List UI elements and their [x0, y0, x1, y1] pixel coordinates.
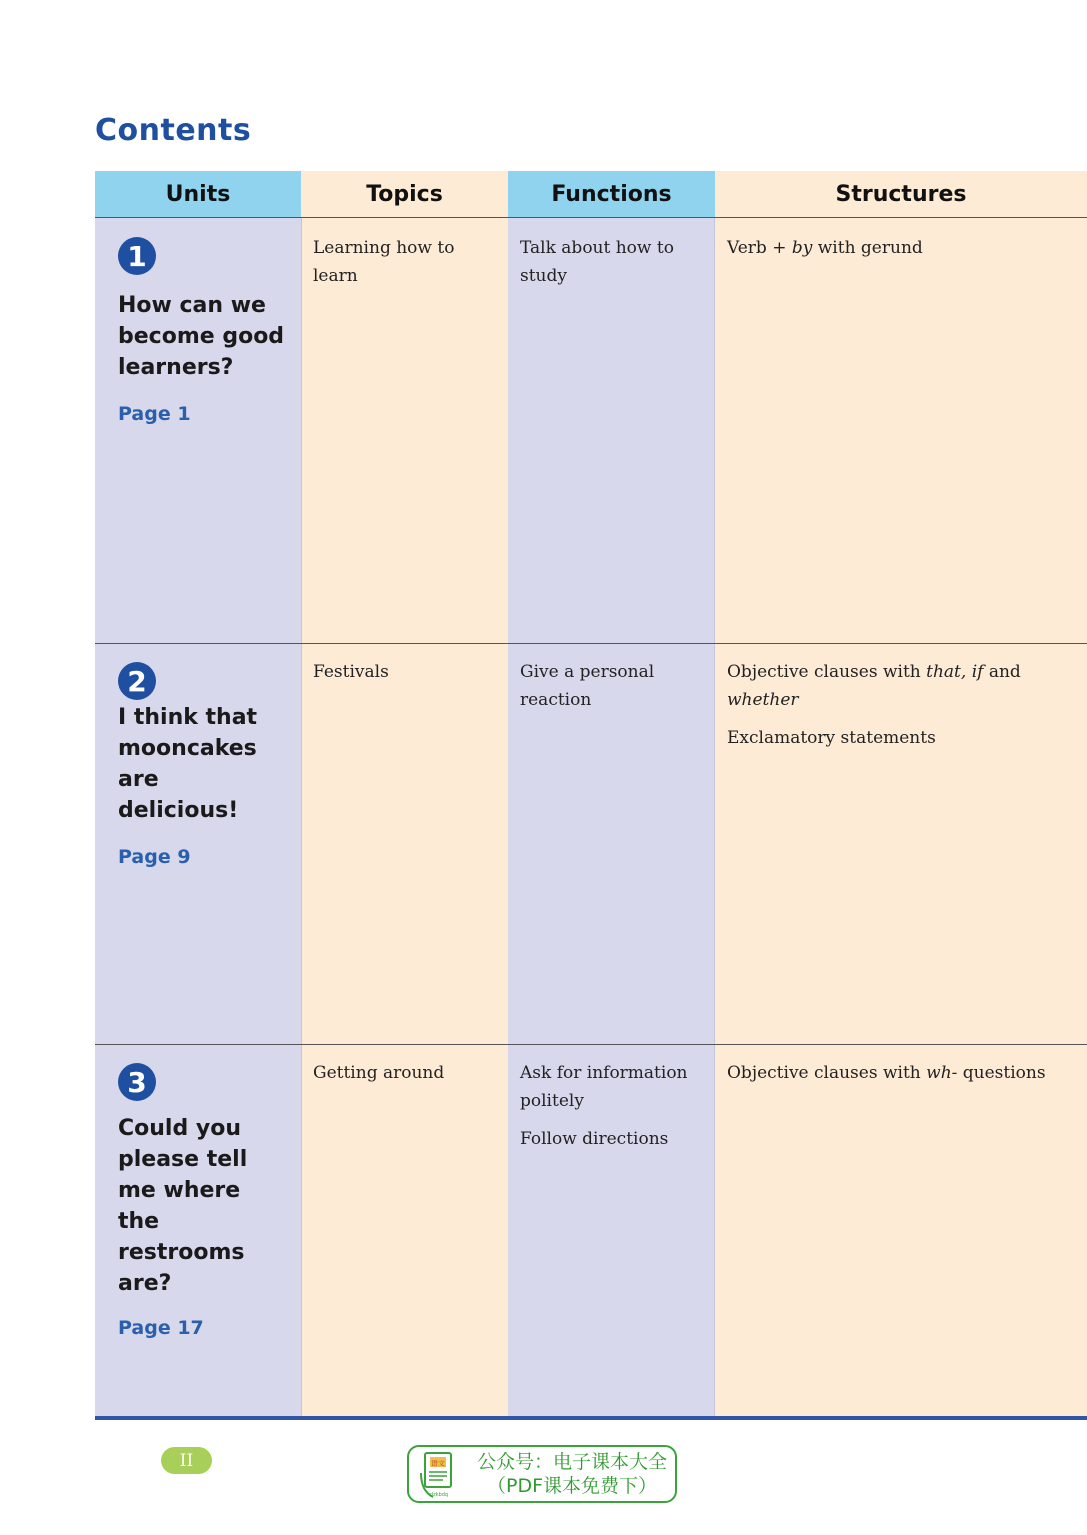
book-icon-label: 语文	[431, 1459, 445, 1468]
header-functions: Functions	[508, 171, 715, 218]
structure-italic-text: by	[791, 238, 813, 258]
unit-number-badge: 3	[118, 1063, 156, 1101]
function-line: reaction	[520, 690, 592, 710]
structure-italic-text: that, if	[926, 662, 984, 682]
structure-italic-text: whether	[727, 690, 799, 710]
topic-cell	[313, 658, 503, 686]
unit-3-cell	[118, 1063, 288, 1339]
unit-title: I think that mooncakes are delicious!	[118, 705, 258, 823]
watermark-stamp	[407, 1445, 677, 1503]
function-line: Give a personal	[520, 662, 655, 682]
book-icon-caption: dzkbdq	[429, 1492, 449, 1498]
header-rule	[95, 217, 1087, 218]
table-bottom-rule	[95, 1416, 1087, 1420]
row-divider	[95, 643, 1087, 644]
function-line: Talk about how to	[520, 238, 674, 258]
page-title: Contents	[95, 113, 252, 148]
structure-italic-text: wh-	[926, 1063, 958, 1083]
unit-page-link[interactable]: Page 17	[118, 1317, 204, 1339]
structures-cell	[727, 1059, 1077, 1087]
structures-cell	[727, 234, 1077, 262]
functions-column-bg	[508, 218, 715, 1416]
unit-2-cell	[118, 662, 288, 868]
structure-line: Exclamatory statements	[727, 728, 936, 748]
header-structures: Structures	[715, 171, 1087, 218]
structure-text: and	[983, 662, 1021, 682]
structure-line	[727, 1059, 1077, 1087]
unit-number-badge: 1	[118, 237, 156, 275]
function-line: Follow directions	[520, 1129, 669, 1149]
structures-column-bg	[715, 218, 1087, 1416]
page-number-badge: II	[161, 1447, 212, 1474]
function-line: study	[520, 266, 567, 286]
topic-text: Festivals	[313, 662, 389, 682]
functions-cell	[520, 1059, 710, 1153]
unit-1-cell	[118, 237, 288, 425]
book-icon	[419, 1451, 459, 1499]
column-divider	[301, 218, 302, 1416]
topic-text: Learning how to learn	[313, 238, 455, 286]
column-divider	[714, 218, 715, 1416]
structure-text: Verb +	[727, 238, 792, 258]
topic-cell	[313, 1059, 503, 1087]
topics-column-bg	[301, 218, 508, 1416]
functions-cell	[520, 234, 710, 290]
topic-text: Getting around	[313, 1063, 445, 1083]
structures-cell	[727, 658, 1077, 752]
functions-cell	[520, 658, 710, 714]
stamp-text	[467, 1450, 677, 1498]
function-line: politely	[520, 1091, 584, 1111]
structure-line	[727, 234, 1077, 262]
function-line: Ask for information	[520, 1063, 688, 1083]
header-units: Units	[95, 171, 301, 218]
structure-text: with gerund	[812, 238, 923, 258]
unit-page-link[interactable]: Page 1	[118, 403, 191, 425]
header-topics: Topics	[301, 171, 508, 218]
structure-text: Objective clauses with	[727, 662, 927, 682]
unit-page-link[interactable]: Page 9	[118, 846, 191, 868]
row-divider	[95, 1044, 1087, 1045]
structure-line	[727, 658, 1077, 686]
structure-line	[727, 686, 1077, 714]
unit-title: Could you please tell me where the restrooms are?	[118, 1116, 248, 1296]
unit-number-badge: 2	[118, 662, 156, 700]
unit-title: How can we become good learners?	[118, 293, 285, 380]
stamp-line: 公众号：电子课本大全	[476, 1451, 667, 1473]
structure-text: Objective clauses with	[727, 1063, 927, 1083]
topic-cell	[313, 234, 503, 290]
stamp-line: （PDF课本免费下）	[486, 1475, 658, 1497]
structure-text: questions	[957, 1063, 1046, 1083]
